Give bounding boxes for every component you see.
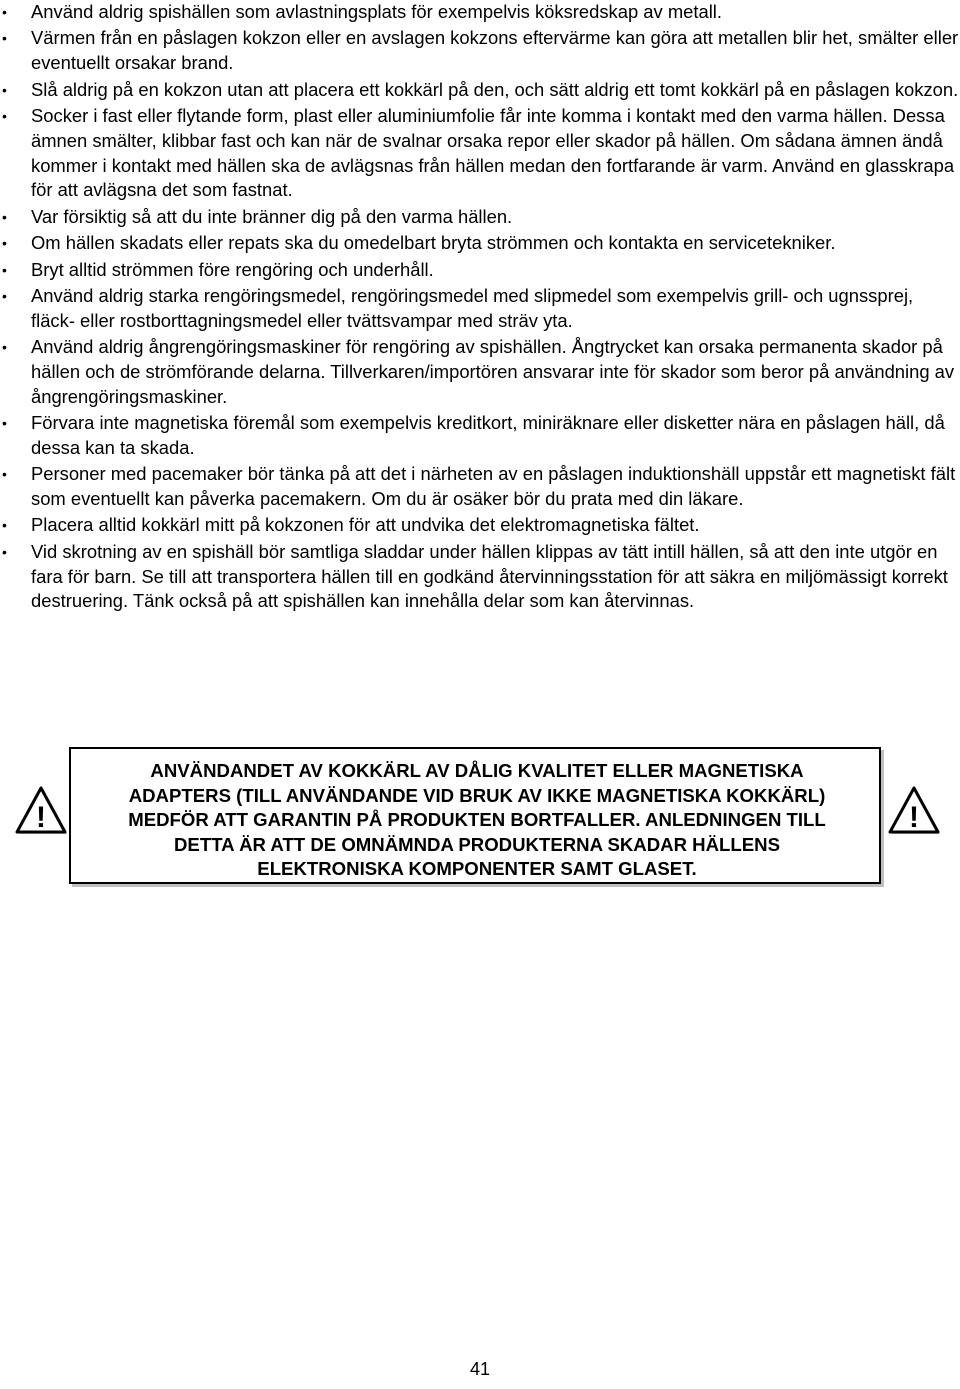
bullet-text: Var försiktig så att du inte bränner dig på den varma hällen.: [31, 205, 513, 227]
bullet-text: Placera alltid kokkärl mitt på kokzonen för att undvika det elektromagnetiska fältet.: [31, 514, 700, 536]
bullet-icon: •: [2, 517, 7, 534]
list-item: [0, 104, 960, 203]
bullet-icon: •: [2, 466, 7, 483]
bullet-text: Förvara inte magnetiska föremål som exempelvis kreditkort, miniräknare eller disketter nära en påslagen häll, då dessa kan ta skada.: [31, 412, 945, 458]
warning-text: ANVÄNDANDET AV KOKKÄRL AV DÅLIG KVALITET ELLER MAGNETISKA ADAPTERS (TILL ANVÄNDANDE VID BRUK AV IKKE MAGNETISKA KOKKÄRL) MEDFÖR ATT GARANTIN PÅ PRODUKTEN BORTFALLER. ANLEDNINGEN TILL DETTA ÄR ATT DE OMNÄMNDA PRODUKTERNA SKADAR HÄLLENS ELEKTRONISKA KOMPONENTER SAMT GLASET.: [128, 760, 826, 880]
bullet-text: Använd aldrig starka rengöringsmedel, rengöringsmedel med slipmedel som exempelvis grill- och ugnssprej, fläck- eller rostborttagningsmedel eller tvättsvampar med sträv yta.: [31, 284, 914, 331]
warning-exclamation: !: [36, 801, 46, 834]
list-item: [0, 26, 960, 76]
bullet-icon: •: [2, 107, 7, 124]
bullet-text: Använd aldrig ångrengöringsmaskiner för rengöring av spishällen. Ångtrycket kan orsaka permanenta skador på hällen och de strömförande delarna. Tillverkaren/importören ansvarar inte för skador som beror på användning av ångrengöringsmaskiner.: [31, 336, 955, 407]
list-item: [0, 540, 960, 614]
warranty-warning-box: [69, 747, 881, 884]
bullet-icon: •: [2, 415, 7, 432]
safety-bullet-list: [0, 0, 960, 616]
list-item: [0, 513, 960, 538]
bullet-icon: •: [2, 235, 7, 252]
bullet-icon: •: [2, 287, 7, 304]
list-item: [0, 284, 960, 334]
bullet-text: Bryt alltid strömmen före rengöring och underhåll.: [31, 258, 434, 280]
bullet-icon: •: [2, 261, 7, 278]
bullet-icon: •: [2, 339, 7, 356]
bullet-text: Om hällen skadats eller repats ska du omedelbart bryta strömmen och kontakta en servicetekniker.: [31, 232, 836, 254]
bullet-icon: •: [2, 30, 7, 47]
list-item: [0, 231, 960, 256]
bullet-icon: •: [2, 543, 7, 560]
bullet-text: Vid skrotning av en spishäll bör samtliga sladdar under hällen klippas av tätt intill hällen, så att den inte utgör en fara för barn. Se till att transportera hällen till en godkänd återvinningsstation för att säkra en miljömässigt korrekt destruering. Tänk också på att spishällen kan innehålla delar som kan återvinnas.: [31, 540, 948, 612]
bullet-text: Socker i fast eller flytande form, plast eller aluminiumfolie får inte komma i kontakt med den varma hällen. Dessa ämnen smälter, klibbar fast och kan när de svalnar orsaka repor eller skador på hällen. Om sådana ämnen ändå kommer i kontakt med hällen ska de avlägsnas från hällen medan den fortfarande är varm. Använd en glasskrapa för att avlägsna det som fastnat.: [31, 104, 955, 201]
list-item: [0, 411, 960, 461]
warning-triangle-icon: [13, 786, 69, 836]
warning-triangle-icon: [886, 786, 942, 836]
list-item: [0, 0, 960, 25]
bullet-text: Värmen från en påslagen kokzon eller en avslagen kokzons eftervärme kan göra att metallen blir het, smälter eller eventuellt orsakar brand.: [31, 27, 959, 74]
list-item: [0, 462, 960, 512]
list-item: [0, 205, 960, 230]
bullet-icon: •: [2, 81, 7, 98]
page-number: 41: [469, 1359, 491, 1379]
bullet-text: Personer med pacemaker bör tänka på att det i närheten av en påslagen induktionshäll uppstår ett magnetiskt fält som eventuellt kan påverka pacemakern. Om du är osäker bör du prata med din läkare.: [31, 463, 956, 510]
warning-exclamation: !: [909, 801, 919, 834]
list-item: [0, 78, 960, 103]
bullet-icon: •: [2, 4, 7, 20]
list-item: [0, 335, 960, 409]
bullet-icon: •: [2, 208, 7, 225]
list-item: [0, 258, 960, 283]
bullet-text: Använd aldrig spishällen som avlastningsplats för exempelvis köksredskap av metall.: [31, 1, 723, 22]
bullet-text: Slå aldrig på en kokzon utan att placera ett kokkärl på den, och sätt aldrig ett tomt kokkärl på en påslagen kokzon.: [31, 78, 959, 100]
